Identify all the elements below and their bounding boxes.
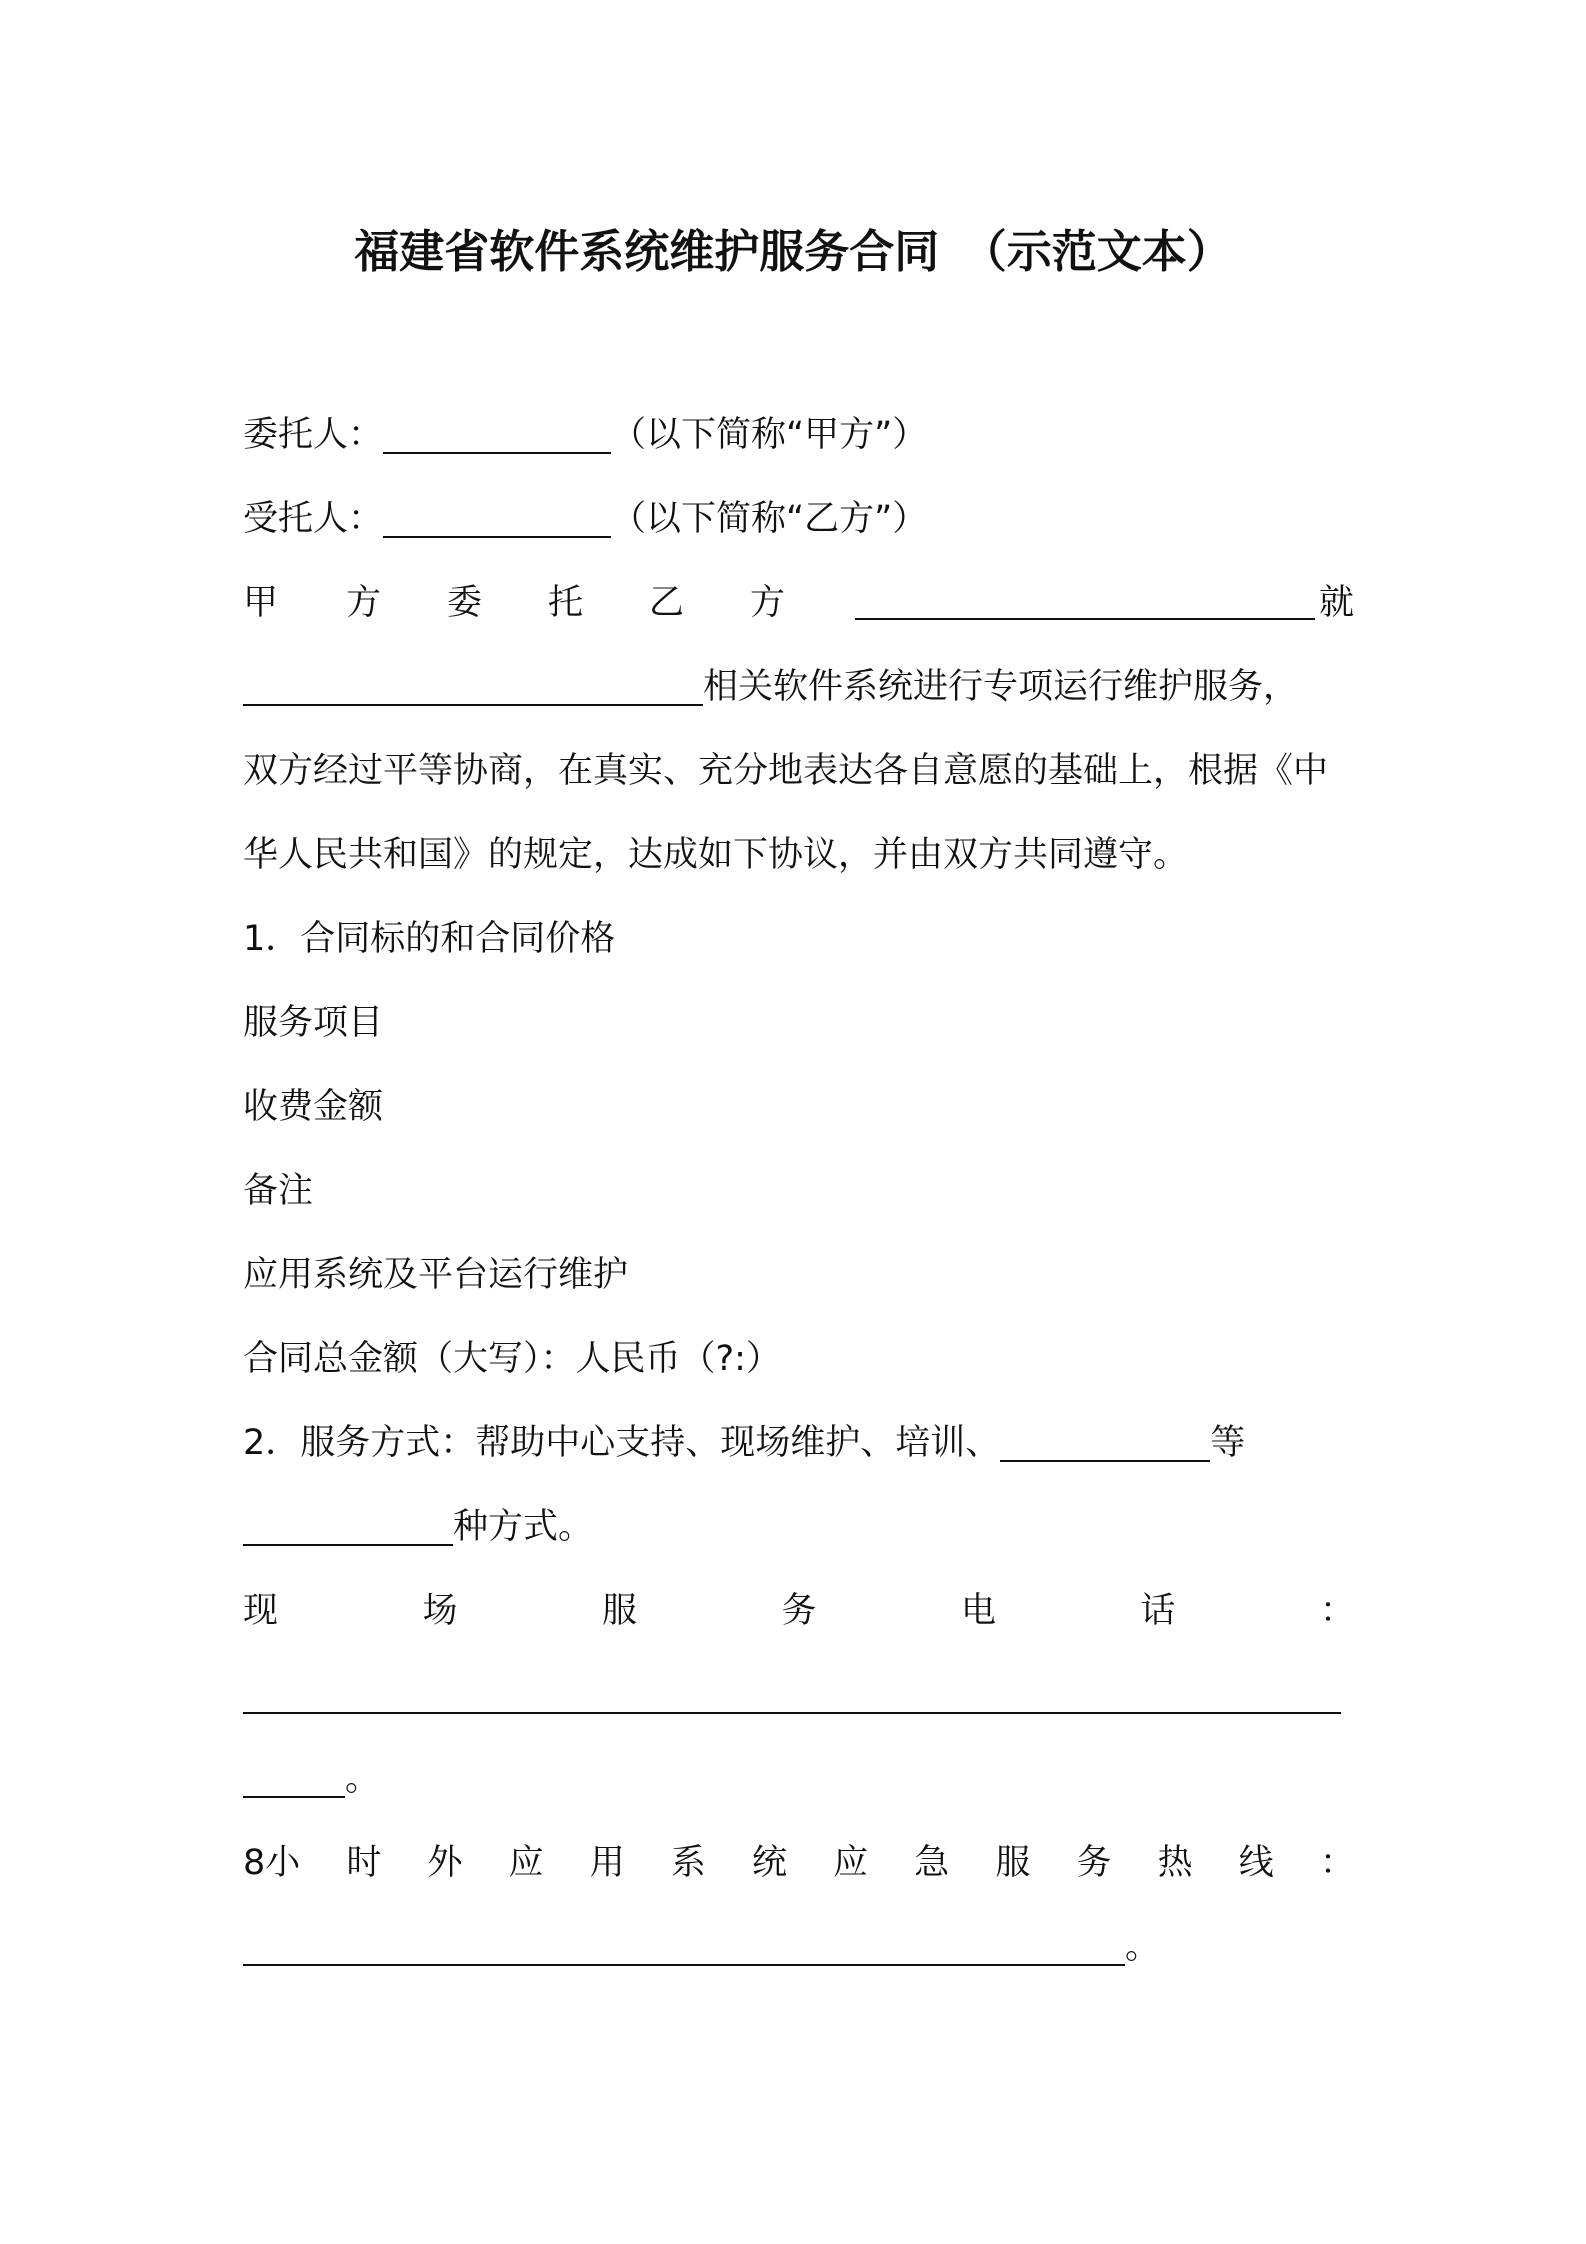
phone-char: ： [1319, 1591, 1355, 1631]
hotline-end: 。 [1125, 1927, 1161, 1967]
document-title: 福建省软件系统维护服务合同 （示范文本） [354, 225, 1232, 278]
onsite-phone-blank-line-2 [243, 1754, 380, 1804]
section2-line-2 [243, 1502, 593, 1552]
phone-char: 话 [1140, 1591, 1176, 1631]
section2-end: 等 [1210, 1423, 1246, 1463]
contractor-label: 受托人： [243, 499, 384, 539]
intro-char: 方 [346, 583, 382, 623]
contractor-blank [383, 496, 611, 538]
intro-blank-2 [243, 664, 703, 706]
intro-char: 托 [548, 583, 584, 623]
fee-amount-label: 收费金额 [243, 1087, 384, 1127]
hotline-line [243, 1838, 1355, 1888]
intro-blank-1 [855, 578, 1315, 620]
onsite-phone-blank [243, 1672, 1341, 1714]
section2-line-2-text: 种方式。 [453, 1507, 594, 1547]
hotline-char: 热 [1157, 1843, 1193, 1883]
hotline-blank [243, 1924, 1125, 1966]
intro-line-2 [243, 662, 1298, 712]
hotline-char: 应 [833, 1843, 869, 1883]
intro-char: 方 [750, 583, 786, 623]
phone-char: 场 [422, 1591, 458, 1631]
hotline-blank-line [243, 1922, 1160, 1972]
section2-line-1 [243, 1418, 1355, 1468]
contractor-line [243, 494, 927, 544]
hotline-char: ： [1319, 1843, 1355, 1883]
client-blank [383, 412, 611, 454]
intro-line-3: 双方经过平等协商，在真实、充分地表达各自意愿的基础上，根据《中 [243, 751, 1329, 791]
phone-char: 电 [960, 1591, 996, 1631]
onsite-phone-line [243, 1586, 1355, 1636]
section2-blank-1 [1000, 1420, 1210, 1462]
contractor-suffix: （以下简称“乙方”） [611, 499, 928, 539]
contract-total: 合同总金额（大写）：人民币（?:） [243, 1339, 781, 1379]
remarks-label: 备注 [243, 1171, 314, 1211]
intro-char: 甲 [243, 583, 279, 623]
hotline-char: 外 [427, 1843, 463, 1883]
section2-blank-2 [243, 1504, 453, 1546]
phone-char: 现 [243, 1591, 279, 1631]
hotline-char: 系 [670, 1843, 706, 1883]
hotline-char: 应 [508, 1843, 544, 1883]
client-suffix: （以下简称“甲方”） [611, 415, 928, 455]
hotline-char: 急 [914, 1843, 950, 1883]
service-item-value: 应用系统及平台运行维护 [243, 1255, 629, 1295]
section1-heading: 1．合同标的和合同价格 [243, 919, 616, 959]
onsite-phone-blank-line [243, 1670, 1341, 1720]
hotline-char: 统 [752, 1843, 788, 1883]
hotline-char: 8小 [243, 1843, 301, 1883]
hotline-char: 用 [589, 1843, 625, 1883]
intro-line-2-text: 相关软件系统进行专项运行维护服务， [703, 667, 1299, 707]
hotline-char: 线 [1238, 1843, 1274, 1883]
intro-char: 委 [447, 583, 483, 623]
intro-line-4: 华人民共和国》的规定，达成如下协议，并由双方共同遵守。 [243, 835, 1189, 875]
service-item-label: 服务项目 [243, 1003, 384, 1043]
client-label: 委托人： [243, 415, 384, 455]
intro-char: 乙 [649, 583, 685, 623]
section2-text: 2．服务方式：帮助中心支持、现场维护、培训、 [243, 1423, 1001, 1463]
onsite-phone-end: 。 [345, 1759, 381, 1799]
phone-char: 服 [601, 1591, 637, 1631]
intro-char-end: 就 [1319, 583, 1355, 623]
hotline-char: 务 [1076, 1843, 1112, 1883]
client-line [243, 410, 927, 460]
hotline-char: 服 [995, 1843, 1031, 1883]
phone-char: 务 [781, 1591, 817, 1631]
onsite-phone-blank-2 [243, 1756, 345, 1798]
hotline-char: 时 [346, 1843, 382, 1883]
